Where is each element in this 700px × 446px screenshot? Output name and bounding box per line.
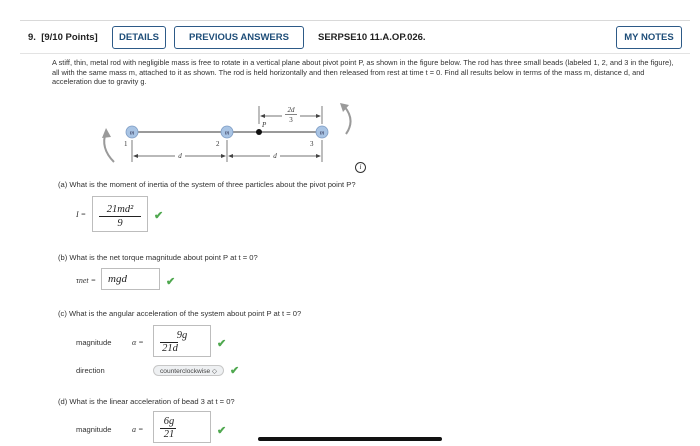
rotation-arrow-right xyxy=(344,106,351,134)
bead-mass-label: m xyxy=(319,130,325,137)
distance-d-label: d xyxy=(273,152,277,160)
check-icon: ✔ xyxy=(154,210,164,222)
direction-label: direction xyxy=(76,366,105,375)
answer-a-box[interactable] xyxy=(92,196,148,232)
dimension-2d-denominator: 3 xyxy=(289,116,293,124)
direction-select[interactable]: counterclockwise ◇ xyxy=(153,365,224,376)
answer-c-numerator: 9g xyxy=(176,330,188,341)
magnitude-label-d: magnitude xyxy=(76,425,112,434)
answer-c-magnitude-box[interactable] xyxy=(153,325,211,357)
rod-figure xyxy=(92,100,402,170)
home-indicator xyxy=(258,437,442,441)
info-icon[interactable]: i xyxy=(355,162,366,173)
question-a: (a) What is the moment of inertia of the system of three particles about the pivot point P? xyxy=(58,180,356,189)
my-notes-button[interactable]: MY NOTES xyxy=(616,26,682,49)
check-icon: ✔ xyxy=(217,425,227,437)
pivot-label: P xyxy=(262,121,267,129)
details-button[interactable]: DETAILS xyxy=(112,26,166,49)
problem-id: SERPSE10 11.A.OP.026. xyxy=(318,32,426,43)
answer-c-denominator: 21d xyxy=(162,343,178,354)
answer-d-numerator: 6g xyxy=(163,416,175,427)
bead-mass-label: m xyxy=(224,130,230,137)
problem-statement: A stiff, thin, metal rod with negligible mass is free to rotate in a vertical plane about pivot point P, as shown in the figure below. The rod has three small beads (labeled 1, 2, and 3 in the figure), all with the same mass m, attached to it as shown. The rod is held horizontally and then released from rest at time t = 0. Find all results below in terms of the mass m, distance d, and acceleration due to gravity g. xyxy=(52,58,674,86)
distance-d-label: d xyxy=(178,152,182,160)
bead-mass-label: m xyxy=(129,130,135,137)
question-number: 9. [9/10 Points] xyxy=(28,32,98,43)
answer-a-label: I = xyxy=(76,210,87,219)
check-icon: ✔ xyxy=(217,338,227,350)
pivot-point xyxy=(256,129,262,135)
answer-a-numerator: 21md² xyxy=(106,204,134,215)
answer-b-value: mgd xyxy=(108,273,127,285)
question-b: (b) What is the net torque magnitude about point P at t = 0? xyxy=(58,253,258,262)
check-icon: ✔ xyxy=(230,365,240,377)
question-d: (d) What is the linear acceleration of bead 3 at t = 0? xyxy=(58,397,235,406)
a-symbol: a = xyxy=(132,425,144,434)
bead-number-2: 2 xyxy=(216,140,220,148)
question-header xyxy=(20,20,690,54)
alpha-symbol: α = xyxy=(132,338,144,347)
dimension-2d-numerator: 2d xyxy=(287,106,295,114)
check-icon: ✔ xyxy=(166,276,176,288)
answer-d-magnitude-box[interactable] xyxy=(153,411,211,443)
previous-answers-button[interactable]: PREVIOUS ANSWERS xyxy=(174,26,304,49)
answer-b-box[interactable] xyxy=(101,268,160,290)
answer-a-denominator: 9 xyxy=(117,218,123,229)
question-c: (c) What is the angular acceleration of the system about point P at t = 0? xyxy=(58,309,302,318)
magnitude-label-c: magnitude xyxy=(76,338,112,347)
bead-number-3: 3 xyxy=(310,140,314,148)
answer-b-label: τnet = xyxy=(76,276,97,285)
bead-number-1: 1 xyxy=(124,140,128,148)
answer-d-denominator: 21 xyxy=(163,429,175,440)
